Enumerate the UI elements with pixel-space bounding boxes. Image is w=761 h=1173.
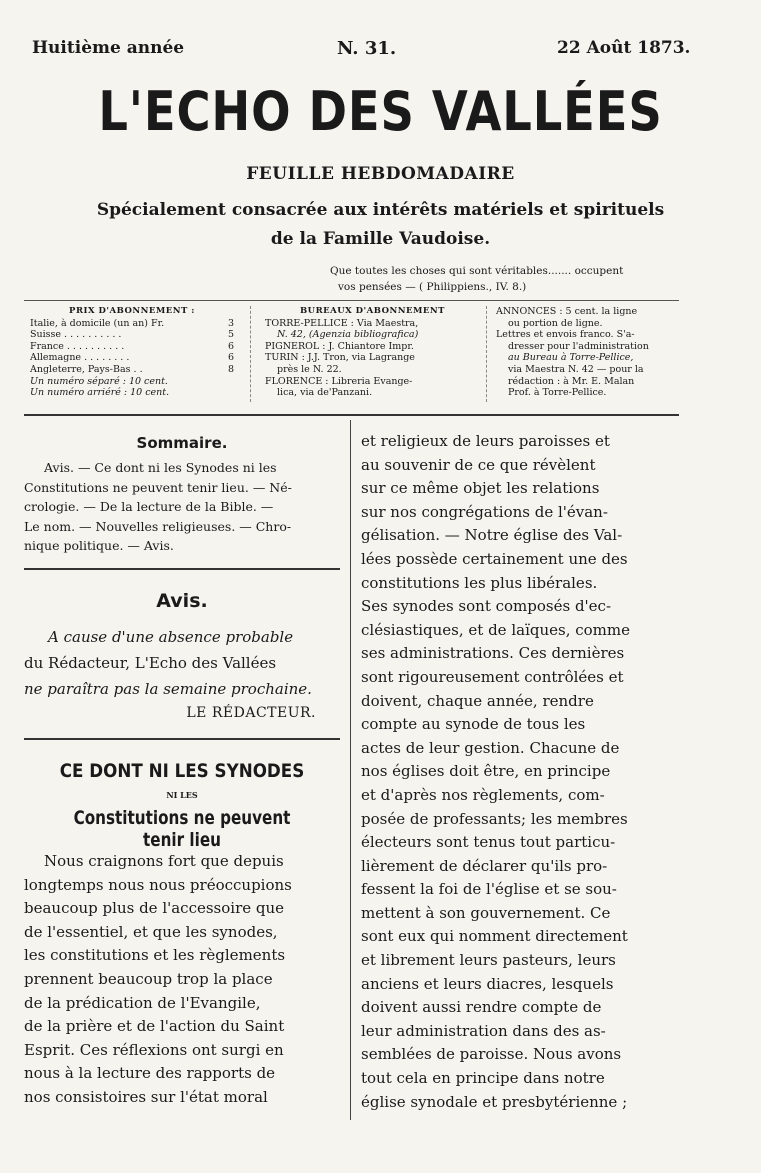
price-row: Suisse . . . . . . . . . . 5 (30, 329, 234, 341)
epigraph-line-1: Que toutes les choses qui sont véritables....... occupent (330, 265, 624, 277)
article-line: beaucoup plus de l'accessoire que (24, 899, 285, 918)
single-issue-note: Un numéro séparé : 10 cent. (30, 375, 168, 387)
article-line: doivent, chaque année, rendre (361, 691, 594, 710)
article-title-line-3: Constitutions ne peuvent tenir lieu (73, 807, 291, 851)
issue-date: 22 Août 1873. (557, 38, 691, 58)
article-line: église synodale et presbytérienne ; (361, 1092, 628, 1111)
offices-heading: BUREAUX D'ABONNEMENT (299, 306, 446, 316)
info-bottom-rule (24, 414, 679, 416)
article-line: ses administrations. Ces dernières (361, 644, 625, 663)
article-line: et religieux de leurs paroisses et (361, 432, 610, 450)
info-divider-2 (486, 306, 487, 402)
annonce-line: rédaction : à Mr. E. Malan (508, 375, 635, 387)
office-line: lica, via de'Panzani. (277, 387, 373, 399)
article-left-column (24, 850, 340, 1110)
price-row: Allemagne . . . . . . . . 6 (30, 352, 234, 364)
article-title-line-1: CE DONT NI LES SYNODES (59, 760, 305, 782)
article-line: actes de leur gestion. Chacune de (361, 738, 620, 757)
article-title-line-2: NI LES (166, 790, 198, 800)
article-line: sont eux qui nomment directement (361, 927, 628, 946)
sommaire-line: Avis. — Ce dont ni les Synodes ni les (44, 460, 277, 475)
article-line: au souvenir de ce que révèlent (361, 455, 596, 474)
annonce-line: Lettres et envois franco. S'a- (496, 329, 635, 341)
sommaire-text (24, 458, 340, 556)
epigraph (330, 263, 690, 295)
article-line: de l'essentiel, et que les synodes, (24, 922, 278, 941)
subscription-offices (265, 306, 480, 399)
office-line: TURIN : J.J. Tron, via Lagrange (265, 352, 415, 364)
article-line: prennent beaucoup trop la place (24, 969, 273, 988)
office-line: TORRE-PELLICE : Via Maestra, (265, 317, 419, 329)
avis-line: du Rédacteur, L'Echo des Vallées (24, 654, 277, 672)
office-line: N. 42, (Agenzia bibliografica) (277, 329, 419, 341)
article-line: longtemps nous nous préoccupions (24, 875, 292, 894)
article-line: de la prière et de l'action du Saint (24, 1017, 285, 1036)
article-line: les constitutions et les règlements (24, 946, 286, 965)
article-line: mettent à son gouvernement. Ce (361, 903, 611, 922)
column-divider (350, 420, 351, 1120)
newspaper-subtitle: FEUILLE HEBDOMADAIRE (246, 164, 515, 184)
article-line: clésiastiques, et de laïques, comme (361, 620, 630, 639)
sommaire-line: crologie. — De la lecture de la Bible. — (24, 499, 274, 514)
annonce-line: au Bureau à Torre-Pellice, (508, 352, 634, 364)
office-line: PIGNEROL : J. Chiantore Impr. (265, 340, 414, 352)
article-line: posée de professants; les membres (361, 809, 628, 828)
article-line: sont rigoureusement contrôlées et (361, 667, 624, 686)
sommaire-heading: Sommaire. (136, 434, 228, 452)
avis-text (24, 624, 340, 702)
newspaper-title: L'ECHO DES VALLÉES (98, 80, 663, 143)
article-line: anciens et leurs diacres, lesquels (361, 974, 614, 993)
prices-heading: PRIX D'ABONNEMENT : (69, 306, 195, 316)
article-line: nos consistoires sur l'état moral (24, 1087, 268, 1106)
advertising-info (496, 306, 678, 399)
article-line: gélisation. — Notre église des Val- (361, 526, 623, 545)
annonce-line: via Maestra N. 42 — pour la (508, 363, 644, 375)
avis-line: ne paraîtra pas la semaine prochaine. (24, 680, 312, 698)
price-row: Italie, à domicile (un an) Fr. 3 (30, 317, 234, 329)
article-line: et d'après nos règlements, com- (361, 785, 605, 804)
office-line: FLORENCE : Libreria Evange- (265, 375, 413, 387)
edition-label: Huitième année (32, 38, 185, 58)
article-line: sur ce même objet les relations (361, 479, 600, 498)
article-line: compte au synode de tous les (361, 715, 586, 734)
article-line: doivent aussi rendre compte de (361, 998, 602, 1017)
article-line: Esprit. Ces réflexions ont surgi en (24, 1040, 284, 1059)
annonce-line: dresser pour l'administration (508, 340, 649, 352)
article-line: fessent la foi de l'église et se sou- (361, 880, 617, 899)
article-line: Ses synodes sont composés d'ec- (361, 597, 612, 616)
annonce-line: ANNONCES : 5 cent. la ligne (496, 306, 638, 317)
sommaire-line: nique politique. — Avis. (24, 538, 174, 553)
specialty-line-1: Spécialement consacrée aux intérêts matériels et spirituels (96, 200, 665, 220)
article-line: nous à la lecture des rapports de (24, 1064, 276, 1083)
epigraph-line-2: vos pensées — ( Philippiens., IV. 8.) (338, 281, 527, 293)
article-line: électeurs sont tenus tout particu- (361, 833, 616, 852)
info-divider-1 (250, 306, 251, 402)
price-row: France . . . . . . . . . . 6 (30, 340, 234, 352)
avis-rule (24, 738, 340, 740)
issue-number: N. 31. (337, 38, 397, 59)
sommaire-line: Le nom. — Nouvelles religieuses. — Chro- (24, 518, 292, 534)
avis-line: A cause d'une absence probable (48, 628, 294, 646)
article-line: Nous craignons fort que depuis (44, 852, 284, 870)
article-line: et librement leurs pasteurs, leurs (361, 951, 616, 970)
article-line: semblées de paroisse. Nous avons (361, 1045, 622, 1064)
article-line: tout cela en principe dans notre (361, 1069, 605, 1088)
article-line: de la prédication de l'Evangile, (24, 993, 261, 1012)
sommaire-line: Constitutions ne peuvent tenir lieu. — Né- (24, 479, 292, 495)
sommaire-rule (24, 568, 340, 570)
article-line: sur nos congrégations de l'évan- (361, 502, 608, 521)
specialty-line-2: de la Famille Vaudoise. (270, 229, 491, 249)
annonce-line: ou portion de ligne. (508, 317, 603, 329)
avis-signature: LE RÉDACTEUR. (186, 705, 316, 721)
info-top-rule (24, 300, 679, 301)
back-issue-note: Un numéro arriéré : 10 cent. (30, 387, 170, 399)
article-line: lièrement de déclarer qu'ils pro- (361, 856, 608, 875)
article-line: nos églises doit être, en principe (361, 762, 611, 781)
office-line: près le N. 22. (277, 363, 342, 375)
price-row: Angleterre, Pays-Bas . . 8 (30, 363, 234, 375)
subscription-prices (30, 306, 234, 399)
article-line: lées possède certainement une des (361, 549, 628, 568)
article-right-column (361, 430, 676, 1114)
annonce-line: Prof. à Torre-Pellice. (508, 387, 607, 399)
article-line: constitutions les plus libérales. (361, 573, 598, 592)
article-line: leur administration dans des as- (361, 1021, 606, 1040)
avis-heading: Avis. (156, 590, 208, 612)
